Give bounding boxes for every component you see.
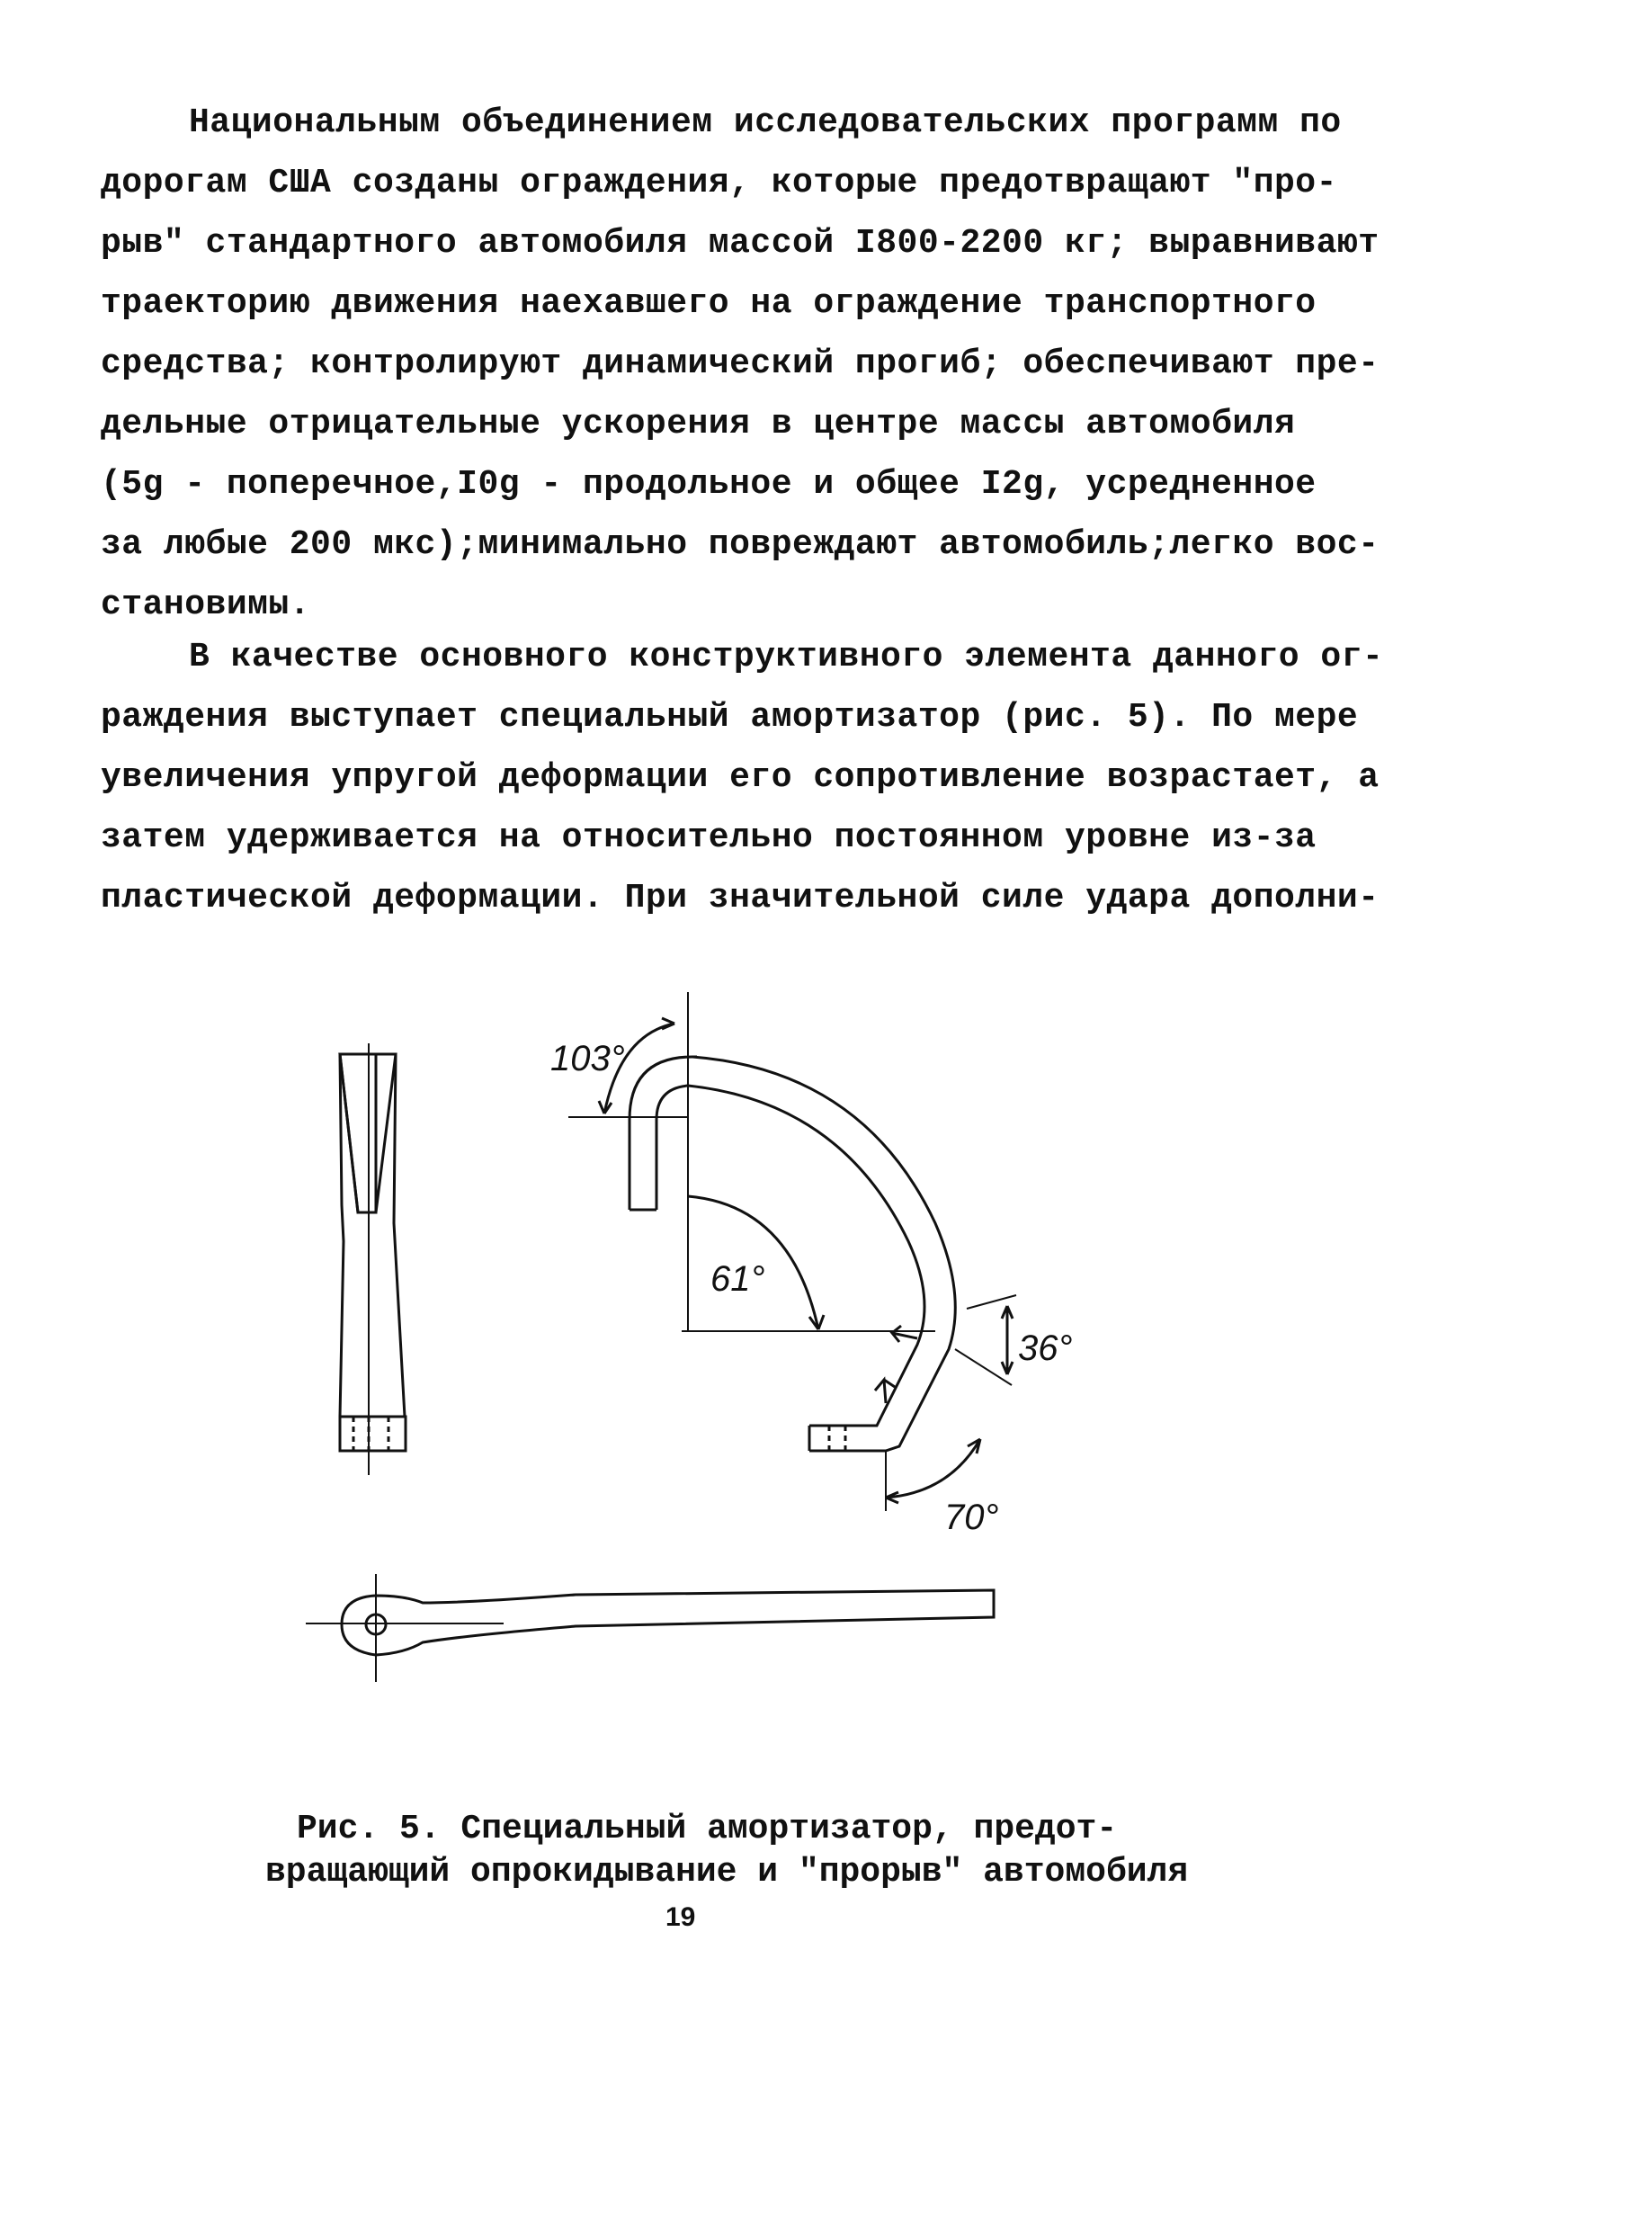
text-line: дорогам США созданы ограждения, которые предотвращают "про- <box>101 164 1337 202</box>
text-line: рыв" стандартного автомобиля массой I800-2200 кг; выравнивают <box>101 224 1380 263</box>
plan-view-drawing <box>306 1574 994 1682</box>
text-line: увеличения упругой деформации его сопротивление возрастает, а <box>101 758 1380 797</box>
figure-caption-line1: Рис. 5. Специальный амортизатор, предот- <box>297 1810 1118 1848</box>
text-line: за любые 200 мкс);минимально повреждают автомобиль;легко вос- <box>101 525 1380 564</box>
text-line: средства; контролируют динамический прогиб; обеспечивают пре- <box>101 344 1380 383</box>
angle-label-70: 70° <box>944 1498 999 1537</box>
text-line: становимы. <box>101 586 311 624</box>
text-line: раждения выступает специальный амортизатор (рис. 5). По мере <box>101 698 1359 737</box>
curved-arm-drawing <box>568 992 1016 1511</box>
side-view-drawing <box>340 1043 406 1475</box>
angle-label-103: 103° <box>550 1039 625 1078</box>
text-line: затем удерживается на относительно постоянном уровне из-за <box>101 818 1317 857</box>
text-line: В качестве основного конструктивного элемента данного ог- <box>189 638 1384 676</box>
angle-label-36: 36° <box>1018 1328 1073 1368</box>
figure-caption-line2: вращающий опрокидывание и "прорыв" автомобиля <box>265 1853 1189 1892</box>
text-line: пластической деформации. При значительной силе удара дополни- <box>101 879 1380 917</box>
shock-absorber-figure <box>0 953 1652 1781</box>
text-line: Национальным объединением исследовательских программ по <box>189 103 1342 142</box>
text-line: (5g - поперечное,I0g - продольное и общее I2g, усредненное <box>101 465 1317 504</box>
angle-label-61: 61° <box>710 1259 765 1299</box>
text-line: дельные отрицательные ускорения в центре массы автомобиля <box>101 405 1296 443</box>
text-line: траекторию движения наехавшего на ограждение транспортного <box>101 284 1317 323</box>
page-number: 19 <box>665 1902 696 1932</box>
